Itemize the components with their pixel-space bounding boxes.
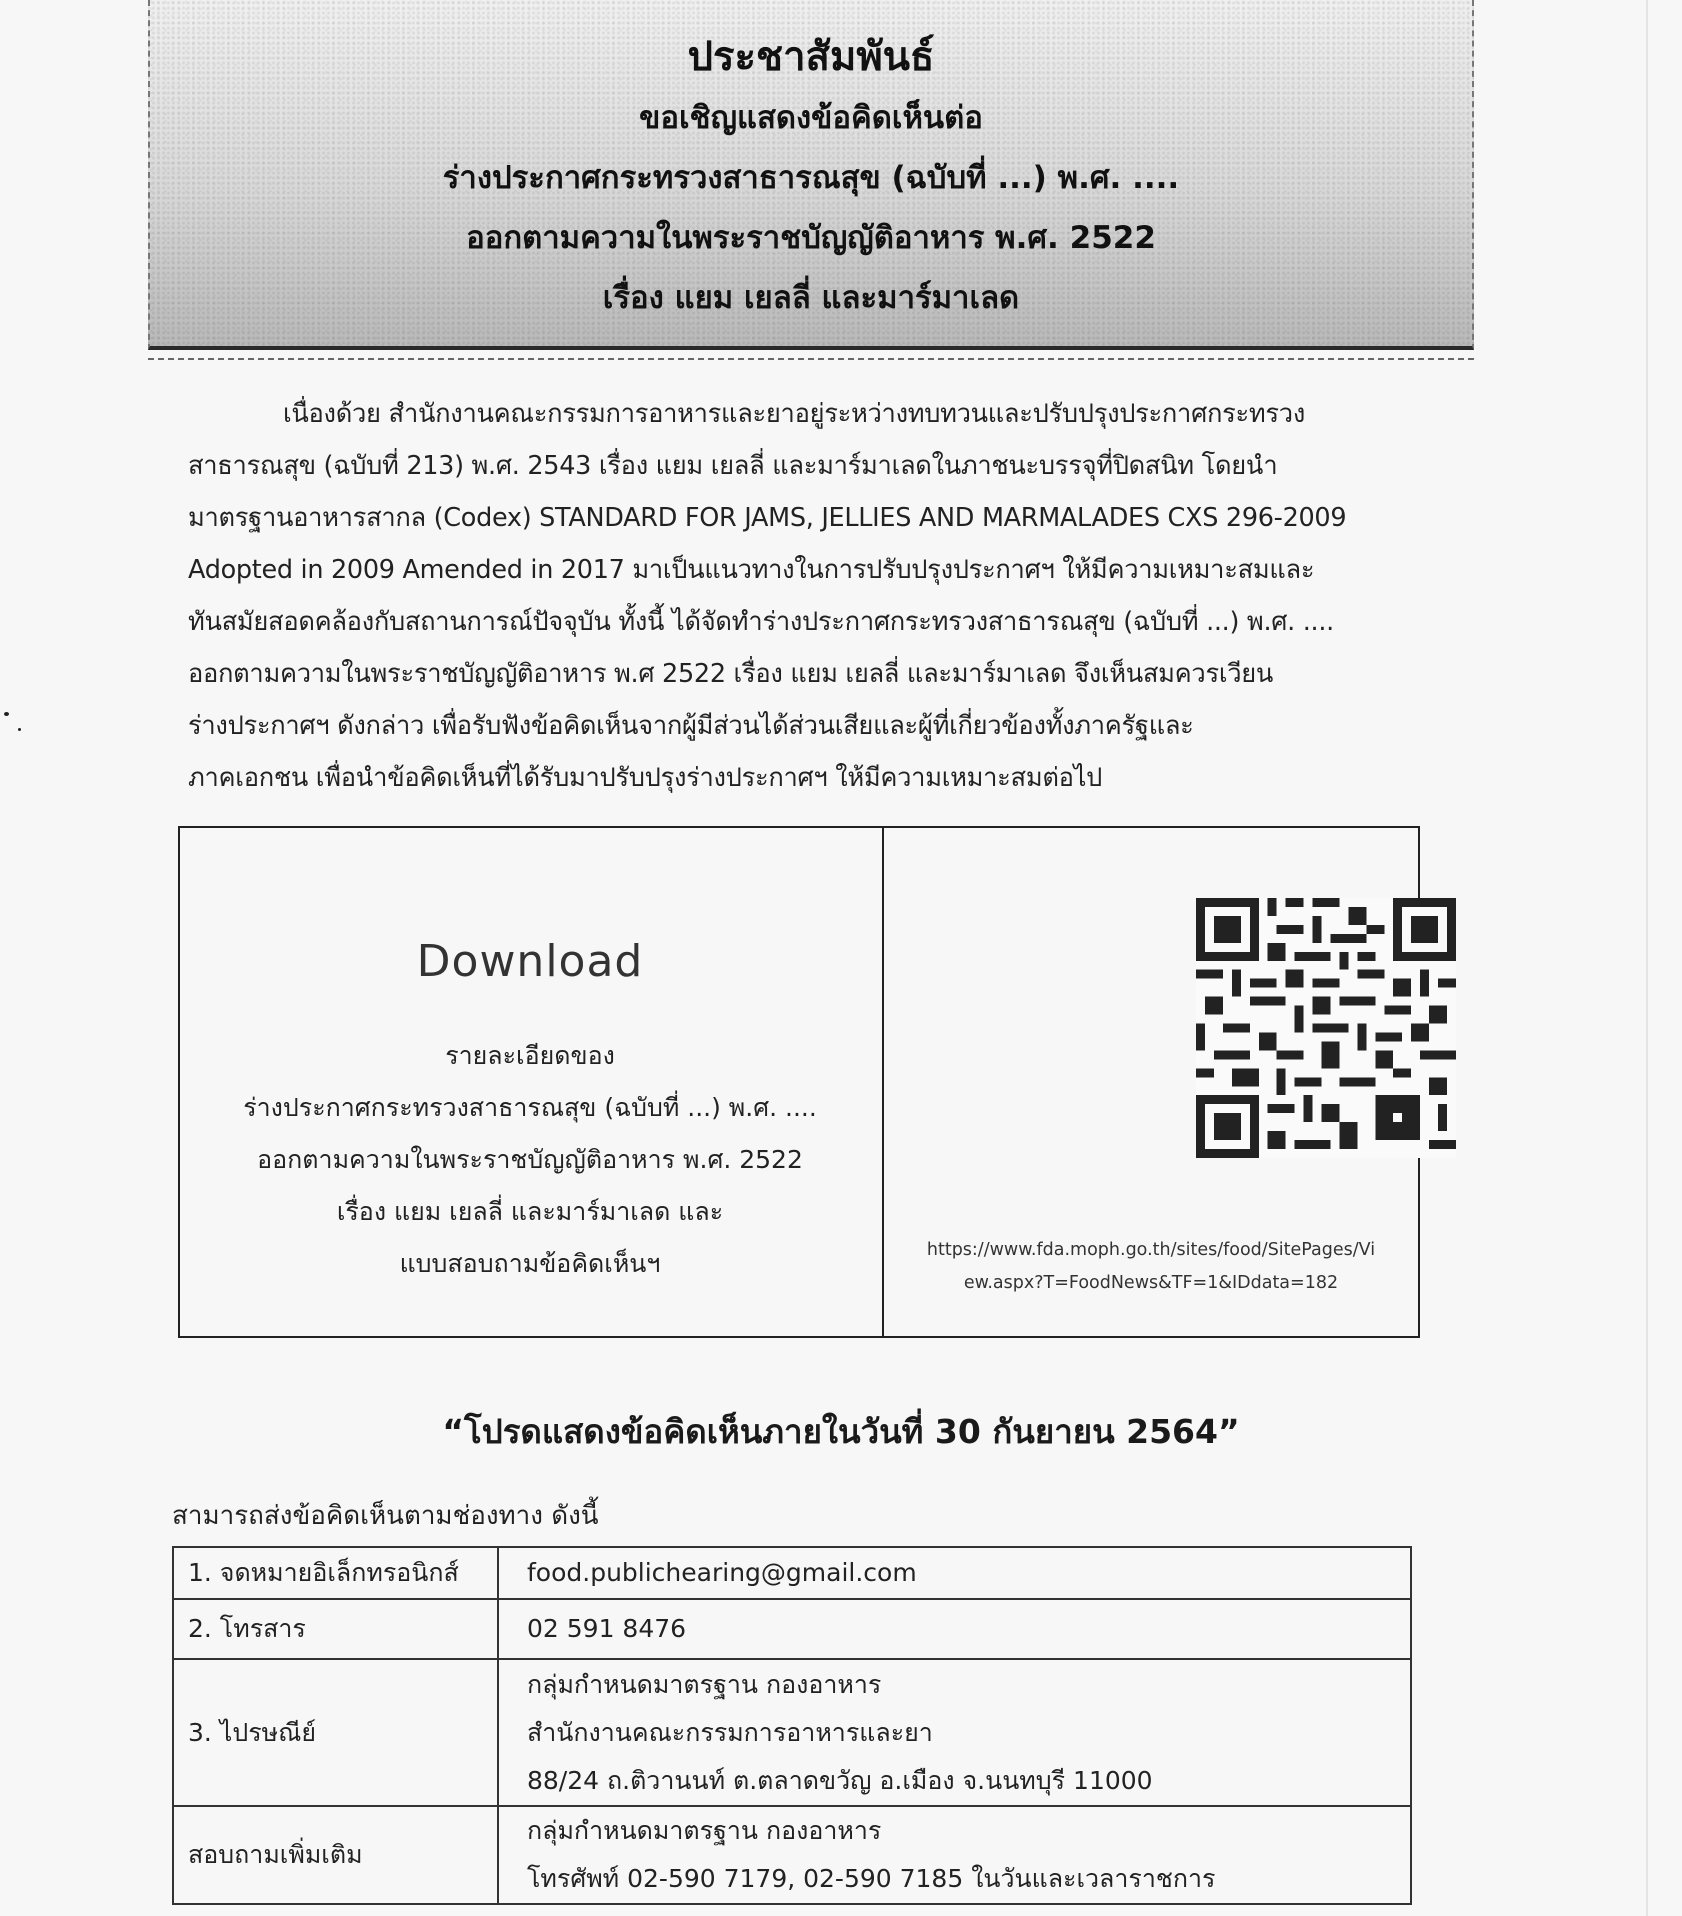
postal-address-line: สำนักงานคณะกรรมการอาหารและยา	[527, 1717, 933, 1747]
table-row-fax	[173, 1599, 1411, 1659]
channel-value	[498, 1599, 1411, 1659]
email-address[interactable]: food.publichearing@gmail.com	[527, 1558, 917, 1587]
channel-label: สอบถามเพิ่มเติม	[173, 1806, 498, 1904]
download-info	[180, 828, 880, 1336]
contact-channels-table	[172, 1546, 1412, 1905]
table-row-inquiry	[173, 1806, 1411, 1904]
channel-value	[498, 1659, 1411, 1806]
inquiry-line: กลุ่มกำหนดมาตรฐาน กองอาหาร	[527, 1816, 882, 1845]
download-desc-line: ออกตามความในพระราชบัญญัติอาหาร พ.ศ. 2522	[257, 1145, 803, 1174]
channel-value	[498, 1547, 1411, 1599]
header-act-reference: ออกตามความในพระราชบัญญัติอาหาร พ.ศ. 2522	[466, 220, 1156, 256]
paragraph-line: มาตรฐานอาหารสากล (Codex) STANDARD FOR JAMS, JELLIES AND MARMALADES CXS 296-2009	[188, 503, 1347, 533]
fax-number: 02 591 8476	[527, 1614, 687, 1643]
download-desc-line: แบบสอบถามข้อคิดเห็นฯ	[399, 1249, 661, 1278]
paragraph-line: เนื่องด้วย สำนักงานคณะกรรมการอาหารและยาอยู่ระหว่างทบทวนและปรับปรุงประกาศกระทรวง	[283, 399, 1305, 429]
download-link-panel	[884, 828, 1418, 1336]
download-url-line2[interactable]: ew.aspx?T=FoodNews&TF=1&IDdata=182	[963, 1273, 1339, 1293]
table-row-post	[173, 1659, 1411, 1806]
channels-intro: สามารถส่งข้อคิดเห็นตามช่องทาง ดังนี้	[172, 1501, 599, 1531]
header-divider	[148, 358, 1474, 360]
scan-speck	[4, 712, 9, 716]
paragraph-line: สาธารณสุข (ฉบับที่ 213) พ.ศ. 2543 เรื่อง แยม เยลลี่ และมาร์มาเลดในภาชนะบรรจุที่ปิดสนิท โดยนำ	[188, 451, 1278, 481]
channel-label: 1. จดหมายอิเล็กทรอนิกส์	[173, 1547, 498, 1599]
download-box	[178, 826, 1420, 1338]
channel-label: 2. โทรสาร	[173, 1599, 498, 1659]
header-draft-title: ร่างประกาศกระทรวงสาธารณสุข (ฉบับที่ ...) พ.ศ. ....	[442, 160, 1180, 196]
announcement-header	[148, 0, 1474, 350]
paragraph-line: Adopted in 2009 Amended in 2017 มาเป็นแนวทางในการปรับปรุงประกาศฯ ให้มีความเหมาะสมและ	[188, 555, 1315, 585]
deadline-notice: “โปรดแสดงข้อคิดเห็นภายในวันที่ 30 กันยายน 2564”	[442, 1412, 1240, 1451]
qr-code-icon[interactable]	[1196, 898, 1456, 1158]
inquiry-line: โทรศัพท์ 02-590 7179, 02-590 7185 ในวันและเวลาราชการ	[527, 1864, 1216, 1893]
paragraph-line: ร่างประกาศฯ ดังกล่าว เพื่อรับฟังข้อคิดเห็นจากผู้มีส่วนได้ส่วนเสียและผู้ที่เกี่ยวข้องทั้งภาครัฐและ	[188, 711, 1194, 741]
channel-value	[498, 1806, 1411, 1904]
download-desc-line: เรื่อง แยม เยลลี่ และมาร์มาเลด และ	[336, 1197, 724, 1226]
download-desc-line: รายละเอียดของ	[445, 1041, 615, 1070]
postal-address-line: 88/24 ถ.ติวานนท์ ต.ตลาดขวัญ อ.เมือง จ.นนทบุรี 11000	[527, 1765, 1153, 1795]
channel-label: 3. ไปรษณีย์	[173, 1659, 498, 1806]
header-invitation: ขอเชิญแสดงข้อคิดเห็นต่อ	[639, 100, 983, 136]
download-url-line1[interactable]: https://www.fda.moph.go.th/sites/food/SitePages/Vi	[926, 1240, 1376, 1260]
paragraph-line: ทันสมัยสอดคล้องกับสถานการณ์ปัจจุบัน ทั้งนี้ ได้จัดทำร่างประกาศกระทรวงสาธารณสุข (ฉบับที่ ...) พ.ศ. ....	[188, 607, 1334, 637]
table-row-email	[173, 1547, 1411, 1599]
page-edge	[1646, 0, 1648, 1916]
download-desc-line: ร่างประกาศกระทรวงสาธารณสุข (ฉบับที่ ...) พ.ศ. ....	[243, 1093, 817, 1122]
download-title[interactable]: Download	[416, 936, 644, 987]
paragraph-line: ภาคเอกชน เพื่อนำข้อคิดเห็นที่ได้รับมาปรับปรุงร่างประกาศฯ ให้มีความเหมาะสมต่อไป	[188, 763, 1103, 793]
scan-speck	[18, 728, 21, 731]
paragraph-line: ออกตามความในพระราชบัญญัติอาหาร พ.ศ 2522 เรื่อง แยม เยลลี่ และมาร์มาเลด จึงเห็นสมควรเวียน	[188, 659, 1274, 689]
header-title: ประชาสัมพันธ์	[687, 34, 935, 80]
postal-address-line: กลุ่มกำหนดมาตรฐาน กองอาหาร	[527, 1669, 882, 1699]
header-subject: เรื่อง แยม เยลลี่ และมาร์มาเลด	[602, 280, 1020, 316]
